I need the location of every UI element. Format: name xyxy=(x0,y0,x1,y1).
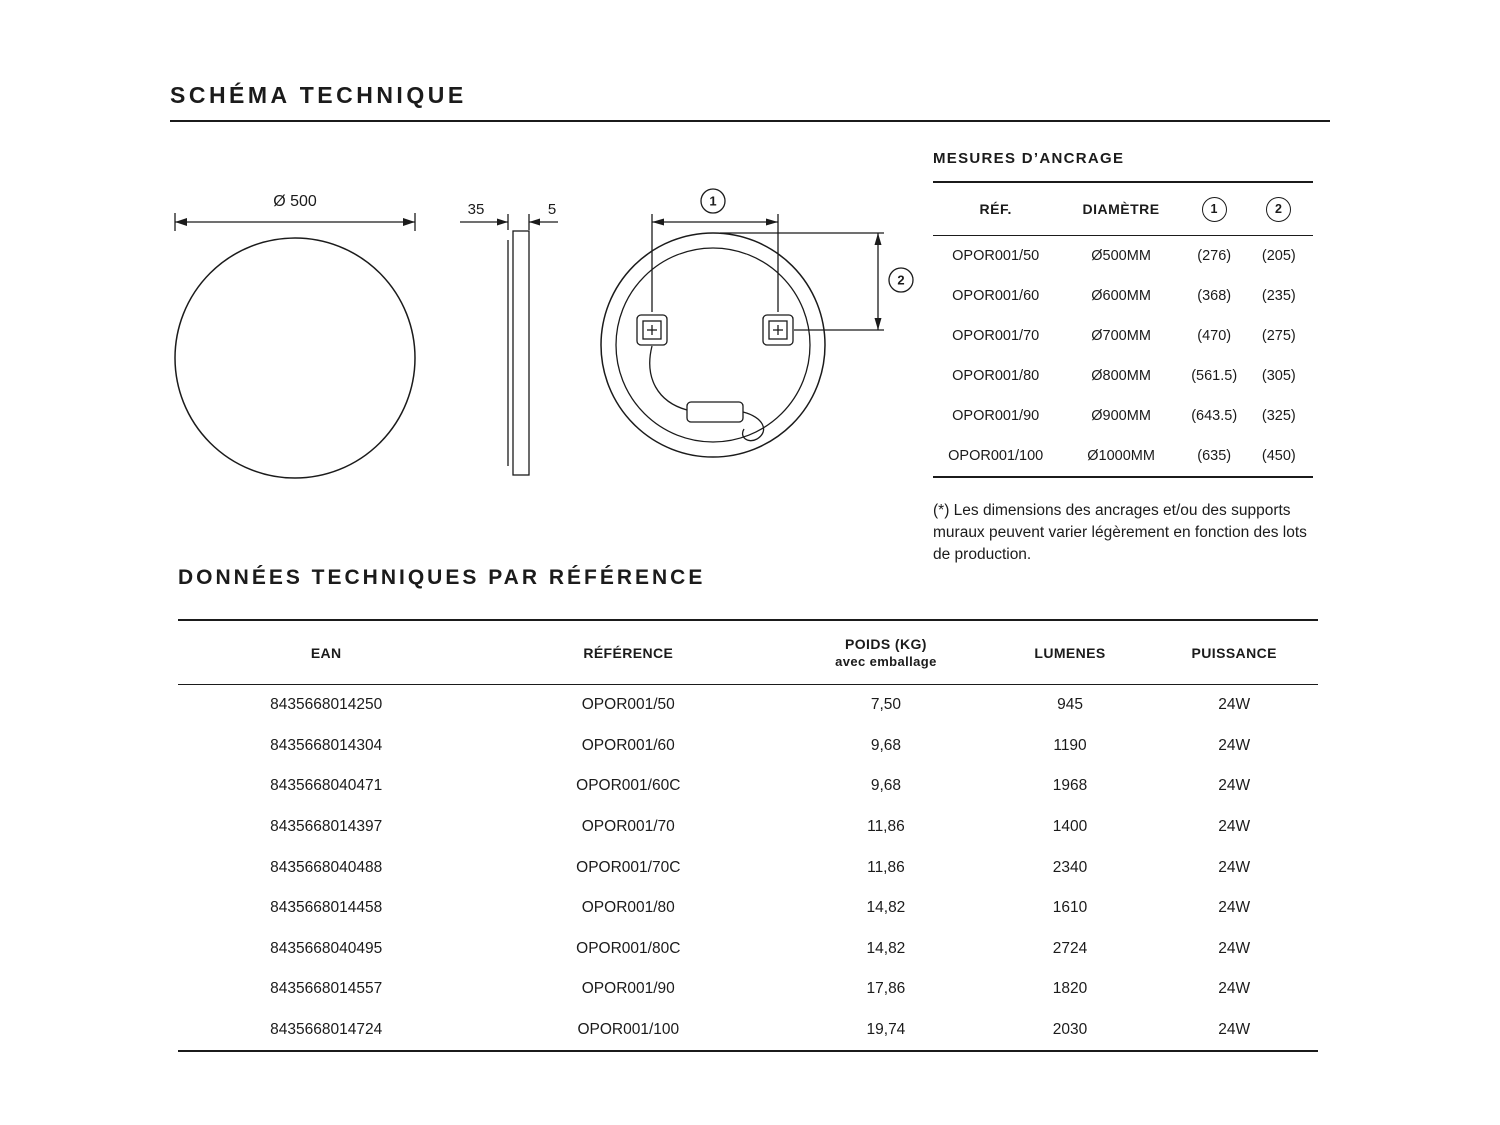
dim1-cell: (276) xyxy=(1197,248,1232,264)
table-row xyxy=(933,236,1313,277)
anchoring-table-body xyxy=(933,236,1313,478)
reference-cell: OPOR001/80 xyxy=(581,899,675,917)
reference-cell: OPOR001/90 xyxy=(581,980,675,998)
ref-cell: OPOR001/60 xyxy=(952,288,1040,304)
col-header-ean: EAN xyxy=(178,620,474,685)
col-header-weight xyxy=(782,620,989,685)
front-view-drawing xyxy=(175,193,415,478)
dim1-cell: (470) xyxy=(1197,328,1232,344)
side-frame-profile xyxy=(513,231,529,475)
weight-cell: 17,86 xyxy=(866,980,906,998)
ean-cell: 8435668040495 xyxy=(270,939,383,957)
lumens-cell: 1400 xyxy=(1052,818,1088,836)
arrowhead xyxy=(652,219,664,226)
power-cell: 24W xyxy=(1218,858,1251,876)
col-header-ref: RÉF. xyxy=(933,182,1058,236)
weight-header-main: POIDS (KG) xyxy=(845,636,927,652)
dim2-cell: (235) xyxy=(1261,288,1296,304)
anchoring-table xyxy=(933,181,1313,478)
table-row xyxy=(178,888,1318,929)
power-cable-left xyxy=(650,346,687,410)
ean-cell: 8435668014458 xyxy=(270,899,383,917)
power-cell: 24W xyxy=(1218,1021,1251,1039)
lumens-cell: 1610 xyxy=(1052,899,1088,917)
table-row xyxy=(933,356,1313,396)
reference-cell: OPOR001/70 xyxy=(581,818,675,836)
dim2-cell: (275) xyxy=(1261,328,1296,344)
anchoring-header-row xyxy=(933,182,1313,236)
lumens-cell: 1820 xyxy=(1052,980,1088,998)
mirror-front-circle xyxy=(175,238,415,478)
table-row xyxy=(178,1010,1318,1052)
weight-cell: 7,50 xyxy=(870,696,901,714)
table-row xyxy=(178,969,1318,1010)
dim2-cell: (325) xyxy=(1261,408,1296,424)
table-row xyxy=(933,276,1313,316)
power-cell: 24W xyxy=(1218,736,1251,754)
thickness-dimension-label: 5 xyxy=(547,201,557,218)
weight-cell: 11,86 xyxy=(867,818,905,836)
anchoring-table-title: MESURES D’ANCRAGE xyxy=(933,150,1125,167)
table-row xyxy=(178,726,1318,767)
lumens-cell: 2030 xyxy=(1052,1021,1088,1039)
technical-drawings xyxy=(160,140,930,580)
ean-cell: 8435668014397 xyxy=(270,818,383,836)
diameter-cell: Ø600MM xyxy=(1091,288,1151,304)
reference-cell: OPOR001/70C xyxy=(576,858,681,876)
power-cell: 24W xyxy=(1218,818,1251,836)
title-divider xyxy=(170,120,1330,122)
dim2-cell: (450) xyxy=(1261,448,1296,464)
diameter-cell: Ø800MM xyxy=(1091,368,1151,384)
weight-header-sub: avec emballage xyxy=(835,654,937,669)
diameter-cell: Ø500MM xyxy=(1091,248,1151,264)
dim1-cell: (561.5) xyxy=(1191,368,1238,384)
lumens-cell: 1190 xyxy=(1053,736,1087,754)
dim2-cell: (305) xyxy=(1261,368,1296,384)
technical-data-section xyxy=(178,566,1318,1052)
ref-cell: OPOR001/90 xyxy=(952,408,1040,424)
anchoring-footnote: (*) Les dimensions des ancrages et/ou des supports muraux peuvent varier légèrement en fonction des lots de production. xyxy=(933,502,1307,563)
rear-view-drawing xyxy=(601,189,913,457)
arrowhead xyxy=(875,233,882,245)
reference-cell: OPOR001/100 xyxy=(577,1021,680,1039)
ref-cell: OPOR001/70 xyxy=(952,328,1040,344)
dim1-cell: (643.5) xyxy=(1191,408,1238,424)
technical-data-table xyxy=(178,619,1318,1052)
weight-cell: 9,68 xyxy=(870,736,901,754)
table-row xyxy=(933,436,1313,477)
weight-cell: 9,68 xyxy=(870,777,901,795)
power-cell: 24W xyxy=(1218,696,1251,714)
table-row xyxy=(178,929,1318,970)
weight-cell: 14,82 xyxy=(866,899,906,917)
lumens-cell: 2340 xyxy=(1052,858,1088,876)
power-cell: 24W xyxy=(1218,777,1251,795)
mirror-rear-outer-circle xyxy=(601,233,825,457)
arrowhead xyxy=(766,219,778,226)
col-header-lumens: LUMENES xyxy=(990,620,1151,685)
technical-table-body xyxy=(178,685,1318,1052)
lumens-cell: 2724 xyxy=(1052,939,1088,957)
diameter-cell: Ø1000MM xyxy=(1087,448,1155,464)
arrowhead xyxy=(175,218,187,226)
table-row xyxy=(178,847,1318,888)
mount-bracket-left xyxy=(637,315,667,345)
power-cell: 24W xyxy=(1218,899,1251,917)
ref-cell: OPOR001/80 xyxy=(952,368,1040,384)
ean-cell: 8435668014304 xyxy=(270,736,383,754)
led-driver-box xyxy=(687,402,743,422)
ean-cell: 8435668014557 xyxy=(270,980,383,998)
table-row xyxy=(933,316,1313,356)
dim2-callout-label: 2 xyxy=(897,272,905,288)
weight-cell: 19,74 xyxy=(866,1021,906,1039)
lumens-cell: 1968 xyxy=(1052,777,1088,795)
table-row xyxy=(178,807,1318,848)
diameter-cell: Ø700MM xyxy=(1091,328,1151,344)
lumens-cell: 945 xyxy=(1057,696,1083,714)
dim2-cell: (205) xyxy=(1261,248,1296,264)
side-view-drawing xyxy=(460,201,558,475)
technical-data-title: DONNÉES TECHNIQUES PAR RÉFÉRENCE xyxy=(178,566,706,589)
anchoring-measures-panel xyxy=(933,150,1313,566)
dim1-cell: (635) xyxy=(1197,448,1232,464)
col-header-diameter: DIAMÈTRE xyxy=(1058,182,1183,236)
diameter-dimension-label: Ø 500 xyxy=(273,193,317,210)
arrowhead xyxy=(875,318,882,330)
ref-cell: OPOR001/100 xyxy=(948,448,1044,464)
arrowhead xyxy=(403,218,415,226)
page-title: SCHÉMA TECHNIQUE xyxy=(170,82,467,108)
table-row xyxy=(178,766,1318,807)
dim1-header-badge: 1 xyxy=(1202,197,1227,222)
reference-cell: OPOR001/60C xyxy=(576,777,681,795)
ref-cell: OPOR001/50 xyxy=(952,248,1040,264)
col-header-dim2 xyxy=(1245,182,1313,236)
ean-cell: 8435668040471 xyxy=(270,777,383,795)
ean-cell: 8435668014724 xyxy=(270,1021,383,1039)
depth-dimension-label: 35 xyxy=(467,201,485,218)
col-header-dim1 xyxy=(1184,182,1245,236)
reference-cell: OPOR001/50 xyxy=(581,696,675,714)
table-row xyxy=(933,396,1313,436)
dim2-header-badge: 2 xyxy=(1266,197,1291,222)
mount-bracket-right xyxy=(763,315,793,345)
weight-cell: 14,82 xyxy=(866,939,906,957)
weight-cell: 11,86 xyxy=(867,858,905,876)
power-cell: 24W xyxy=(1218,939,1251,957)
col-header-reference: RÉFÉRENCE xyxy=(474,620,782,685)
reference-cell: OPOR001/80C xyxy=(576,939,681,957)
dim1-cell: (368) xyxy=(1197,288,1232,304)
col-header-power: PUISSANCE xyxy=(1150,620,1318,685)
power-cell: 24W xyxy=(1218,980,1251,998)
diameter-cell: Ø900MM xyxy=(1091,408,1151,424)
arrowhead xyxy=(529,219,540,226)
reference-cell: OPOR001/60 xyxy=(581,736,675,754)
ean-cell: 8435668040488 xyxy=(270,858,383,876)
technical-header-row xyxy=(178,620,1318,685)
ean-cell: 8435668014250 xyxy=(270,696,383,714)
dim1-callout-label: 1 xyxy=(709,193,717,209)
table-row xyxy=(178,685,1318,726)
arrowhead xyxy=(497,219,508,226)
